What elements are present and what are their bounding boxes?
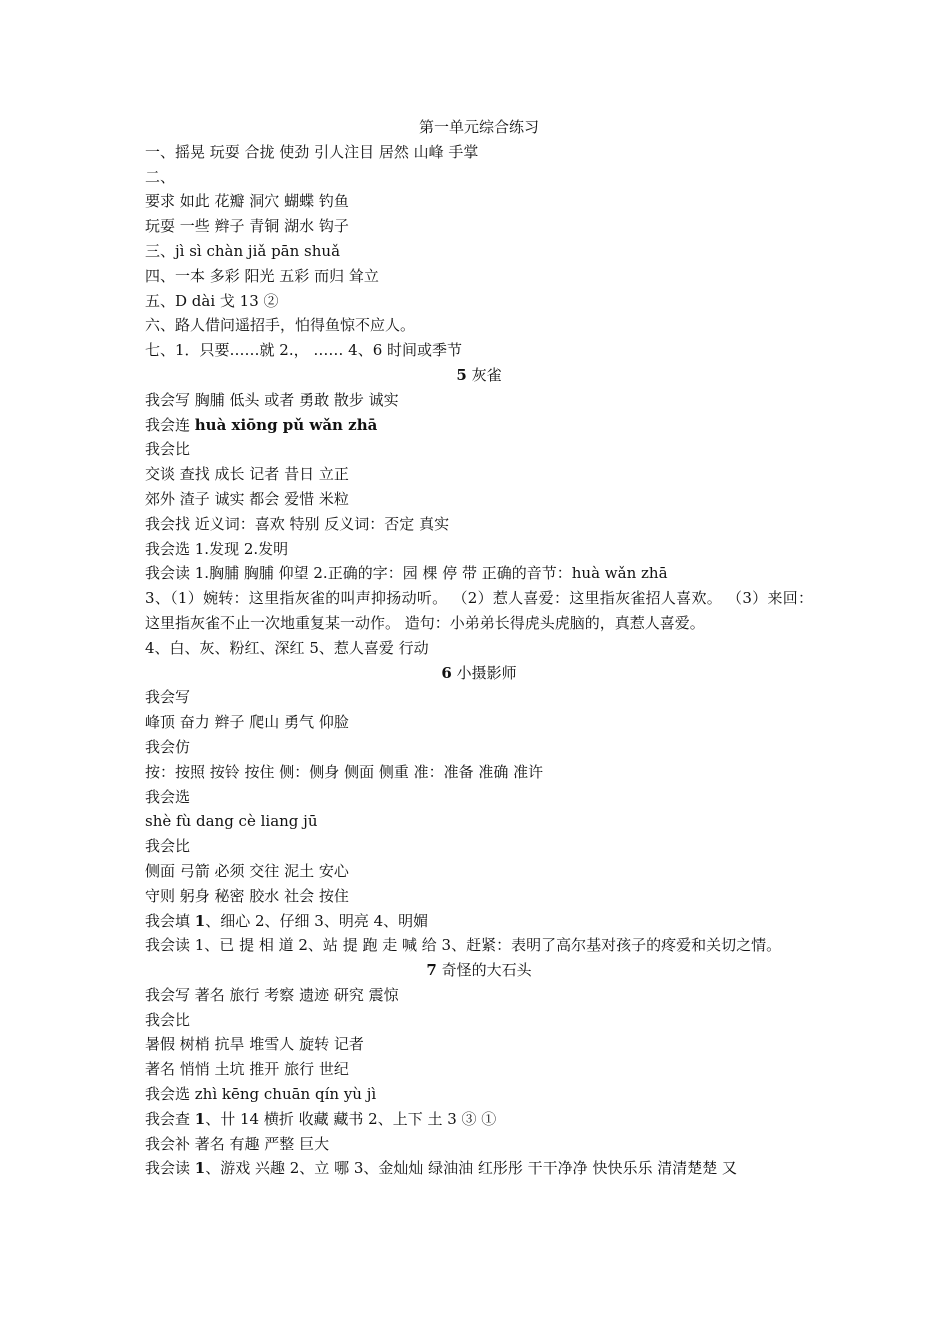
heading-number: 5 — [456, 365, 467, 384]
line-text: 六、路人借问遥招手，怕得鱼惊不应人。 — [145, 316, 416, 335]
line-text: 灰雀 — [466, 365, 502, 384]
text-line — [145, 140, 813, 165]
text-line — [145, 214, 813, 239]
bold-text: 1 — [194, 911, 206, 930]
line-text: 交谈 查找 成长 记者 昔日 立正 — [145, 465, 349, 484]
line-text-continued: 、细心 2、仔细 3、明亮 4、明媚 — [205, 911, 429, 930]
line-text: 我会选 zhì kēng chuān qín yù jì — [145, 1085, 377, 1104]
text-line — [145, 834, 813, 859]
line-text: 小摄影师 — [451, 663, 517, 682]
line-text: 我会比 — [145, 837, 191, 856]
line-text: 我会比 — [145, 1010, 191, 1029]
heading-number: 7 — [426, 961, 437, 980]
line-text: 我会查 — [145, 1109, 195, 1128]
text-line — [145, 636, 813, 661]
text-line — [145, 859, 813, 884]
bold-text: 1 — [194, 1159, 206, 1178]
line-text-continued: 、游戏 兴趣 2、立 哪 3、金灿灿 绿油油 红彤彤 干干净净 快快乐乐 清清楚楚 又 — [205, 1159, 737, 1178]
text-line — [145, 239, 813, 264]
text-line — [145, 983, 813, 1008]
line-text: 郊外 渣子 诚实 都会 爱惜 米粒 — [145, 489, 349, 508]
text-line — [145, 884, 813, 909]
line-text: shè fù dang cè liang jū — [145, 812, 318, 831]
text-line — [145, 437, 813, 462]
line-text: 暑假 树梢 抗旱 堆雪人 旋转 记者 — [145, 1035, 364, 1054]
line-text: 侧面 弓箭 必须 交往 泥土 安心 — [145, 861, 349, 880]
line-text: 二、 — [145, 167, 176, 186]
line-text-continued: 、卄 14 横折 收藏 藏书 2、上下 土 3 ③ ① — [205, 1109, 497, 1128]
line-text: 五、D dài 戈 13 ② — [145, 291, 279, 310]
text-line — [145, 1057, 813, 1082]
line-text: 我会填 — [145, 911, 195, 930]
line-text: 我会读 1.胸脯 胸脯 仰望 2.正确的字：园 棵 停 带 正确的音节：huà wǎn zhā — [145, 564, 668, 583]
line-text: 我会找 近义词：喜欢 特别 反义词：否定 真实 — [145, 514, 450, 533]
text-line — [145, 561, 813, 586]
text-line — [145, 685, 813, 710]
line-text: 4、白、灰、粉红、深红 5、惹人喜爱 行动 — [145, 638, 429, 657]
text-line — [145, 809, 813, 834]
text-line — [145, 313, 813, 338]
line-text: 我会读 1、已 提 相 道 2、站 提 跑 走 喊 给 3、赶紧：表明了高尔基对孩子的疼爱和关切之情。 — [145, 936, 782, 955]
line-text: 第一单元综合练习 — [418, 118, 539, 136]
section-heading — [145, 958, 813, 983]
text-line — [145, 1107, 813, 1132]
section-heading — [145, 363, 813, 388]
line-text: 一、摇晃 玩耍 合拢 使劲 引人注目 居然 山峰 手掌 — [145, 142, 479, 161]
text-line — [145, 735, 813, 760]
text-line — [145, 1032, 813, 1057]
text-line — [145, 487, 813, 512]
bold-text: huà xiōng pǔ wǎn zhā — [194, 415, 378, 434]
line-text: 三、jì sì chàn jiǎ pān shuǎ — [145, 241, 341, 260]
text-line — [145, 264, 813, 289]
text-line — [145, 1156, 813, 1181]
line-text: 我会比 — [145, 440, 191, 459]
heading-number: 6 — [441, 663, 452, 682]
line-text: 我会读 — [145, 1159, 195, 1178]
line-text: 奇怪的大石头 — [436, 961, 532, 980]
line-text: 按：按照 按铃 按住 侧：侧身 侧面 侧重 准：准备 准确 准许 — [145, 762, 544, 781]
text-line — [145, 760, 813, 785]
line-text: 著名 悄悄 土坑 推开 旅行 世纪 — [145, 1060, 349, 1079]
line-text: 我会选 1.发现 2.发明 — [145, 539, 289, 558]
line-text: 3、（1）婉转：这里指灰雀的叫声抑扬动听。 （2）惹人喜爱：这里指灰雀招人喜欢。 （3）来回：这里指灰雀不止一次地重复某一动作。 造句：小弟弟长得虎头虎脑的，真惹人喜爱。 — [145, 589, 813, 632]
document-page — [145, 115, 813, 1181]
text-line — [145, 1008, 813, 1033]
section-heading — [145, 661, 813, 686]
line-text: 我会仿 — [145, 737, 191, 756]
text-line — [145, 1082, 813, 1107]
text-line — [145, 189, 813, 214]
line-text: 要求 如此 花瓣 洞穴 蝴蝶 钓鱼 — [145, 192, 349, 211]
line-text: 我会选 — [145, 787, 191, 806]
line-text: 守则 躬身 秘密 胶水 社会 按住 — [145, 886, 349, 905]
text-line — [145, 165, 813, 190]
line-text: 我会写 胸脯 低头 或者 勇敢 散步 诚实 — [145, 390, 399, 409]
line-text: 我会写 — [145, 688, 191, 707]
line-text: 我会写 著名 旅行 考察 遗迹 研究 震惊 — [145, 985, 399, 1004]
text-line — [145, 586, 813, 636]
text-line — [145, 338, 813, 363]
text-line — [145, 462, 813, 487]
text-line — [145, 413, 813, 438]
line-text: 峰顶 奋力 辫子 爬山 勇气 仰脸 — [145, 713, 349, 732]
line-text: 七、1．只要……就 2.， …… 4、6 时间或季节 — [145, 341, 463, 360]
text-line — [145, 289, 813, 314]
text-line — [145, 512, 813, 537]
line-text: 四、一本 多彩 阳光 五彩 而归 耸立 — [145, 266, 379, 285]
line-text: 玩耍 一些 辫子 青铜 湖水 钩子 — [145, 217, 349, 236]
text-line — [145, 909, 813, 934]
line-text: 我会连 — [145, 415, 195, 434]
text-line — [145, 785, 813, 810]
bold-text: 1 — [194, 1109, 206, 1128]
line-text: 我会补 著名 有趣 严整 巨大 — [145, 1134, 330, 1153]
text-line — [145, 537, 813, 562]
section-heading — [145, 115, 813, 140]
text-line — [145, 710, 813, 735]
text-line — [145, 388, 813, 413]
text-line — [145, 933, 813, 958]
text-line — [145, 1132, 813, 1157]
